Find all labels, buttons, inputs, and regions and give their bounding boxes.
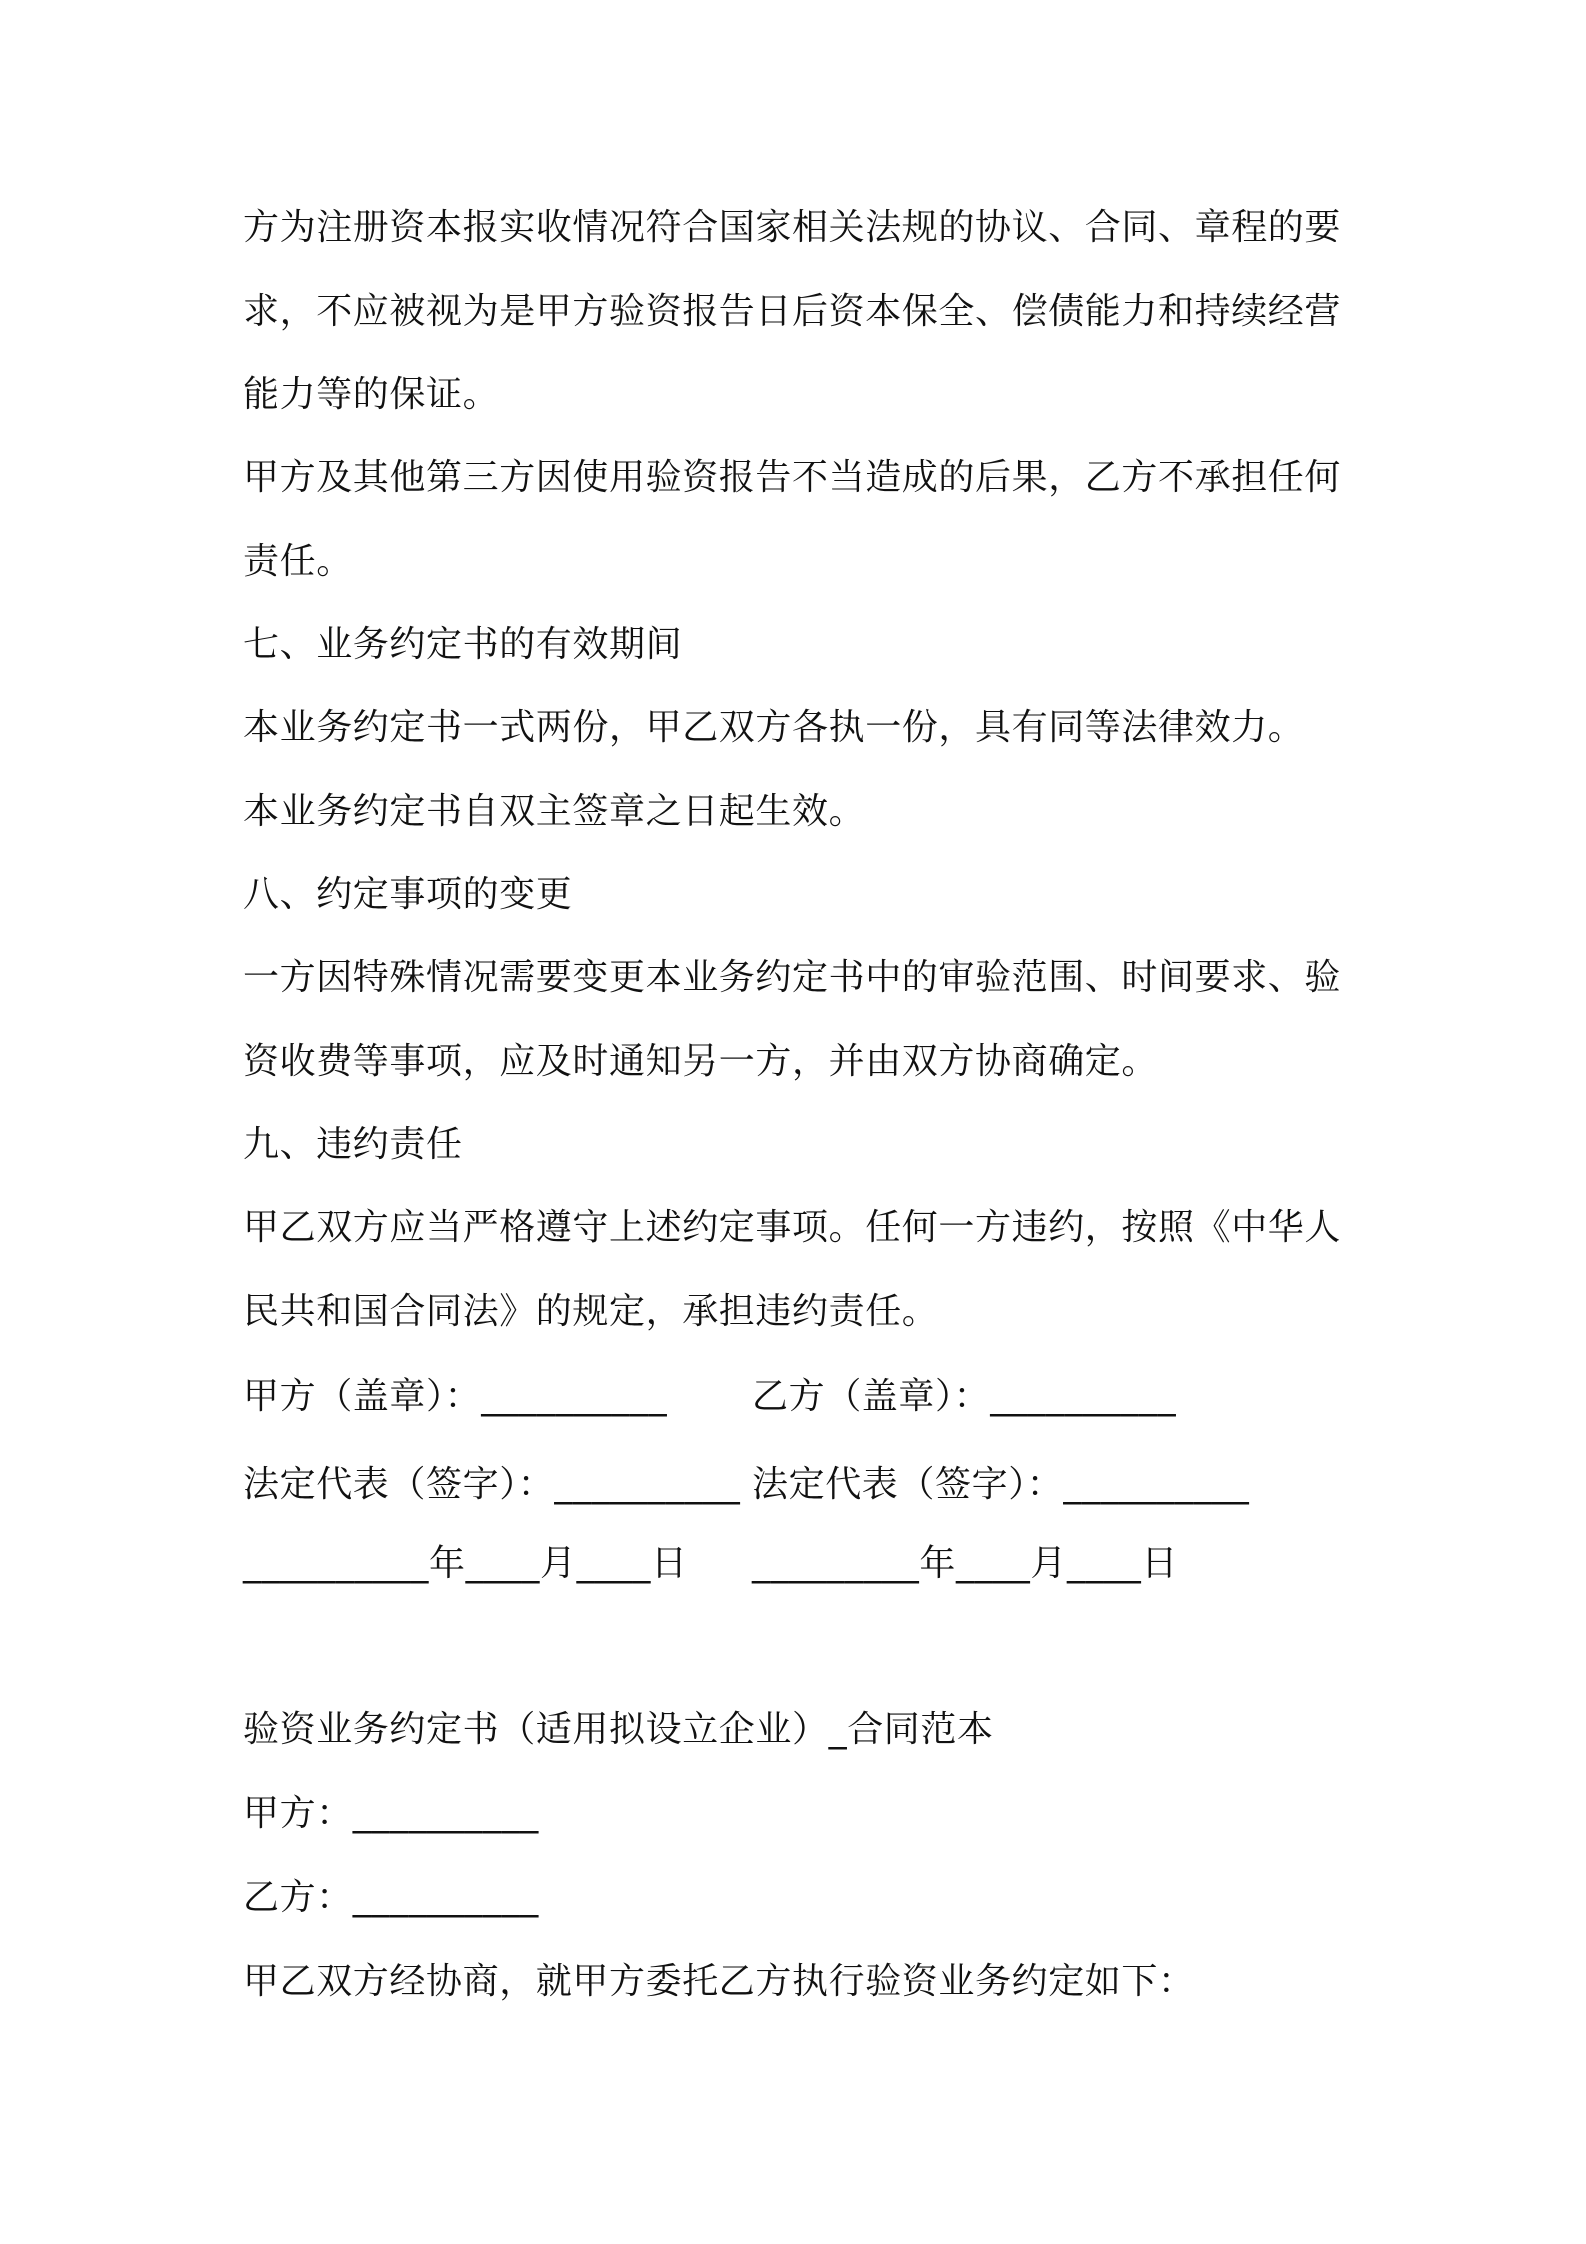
party-b-seal-field: 乙方（盖章）：__________	[752, 1376, 1177, 1417]
paragraph-line: 能力等的保证。	[243, 374, 500, 415]
paragraph-line: 本业务约定书自双主签章之日起生效。	[243, 791, 866, 832]
section-heading: 九、违约责任	[243, 1124, 463, 1165]
section-heading: 八、约定事项的变更	[243, 874, 573, 915]
paragraph-line: 一方因特殊情况需要变更本业务约定书中的审验范围、时间要求、验	[243, 957, 1342, 998]
paragraph-line: 责任。	[243, 541, 353, 582]
party-b-date-field: _________年____月____日	[752, 1543, 1178, 1584]
paragraph-line: 甲方及其他第三方因使用验资报告不当造成的后果，乙方不承担任何	[243, 457, 1342, 498]
paragraph-line: 方为注册资本报实收情况符合国家相关法规的协议、合同、章程的要	[243, 207, 1342, 248]
paragraph-line: 本业务约定书一式两份，甲乙双方各执一份，具有同等法律效力。	[243, 707, 1305, 748]
contract-intro: 甲乙双方经协商，就甲方委托乙方执行验资业务约定如下：	[243, 1961, 1195, 2002]
party-a-date-field: __________年____月____日	[243, 1543, 688, 1584]
paragraph-line: 民共和国合同法》的规定，承担违约责任。	[243, 1291, 939, 1332]
party-a-representative-field: 法定代表（签字）：__________	[243, 1464, 741, 1505]
party-b-line: 乙方：__________	[243, 1877, 539, 1918]
section-heading: 七、业务约定书的有效期间	[243, 624, 683, 665]
paragraph-line: 甲乙双方应当严格遵守上述约定事项。任何一方违约，按照《中华人	[243, 1207, 1342, 1248]
paragraph-line: 资收费等事项，应及时通知另一方，并由双方协商确定。	[243, 1041, 1159, 1082]
contract-title: 验资业务约定书（适用拟设立企业）_合同范本	[243, 1709, 994, 1750]
party-b-representative-field: 法定代表（签字）：__________	[752, 1464, 1250, 1505]
party-a-line: 甲方：__________	[243, 1793, 539, 1834]
party-a-seal-field: 甲方（盖章）：__________	[243, 1376, 668, 1417]
paragraph-line: 求，不应被视为是甲方验资报告日后资本保全、偿债能力和持续经营	[243, 291, 1342, 332]
